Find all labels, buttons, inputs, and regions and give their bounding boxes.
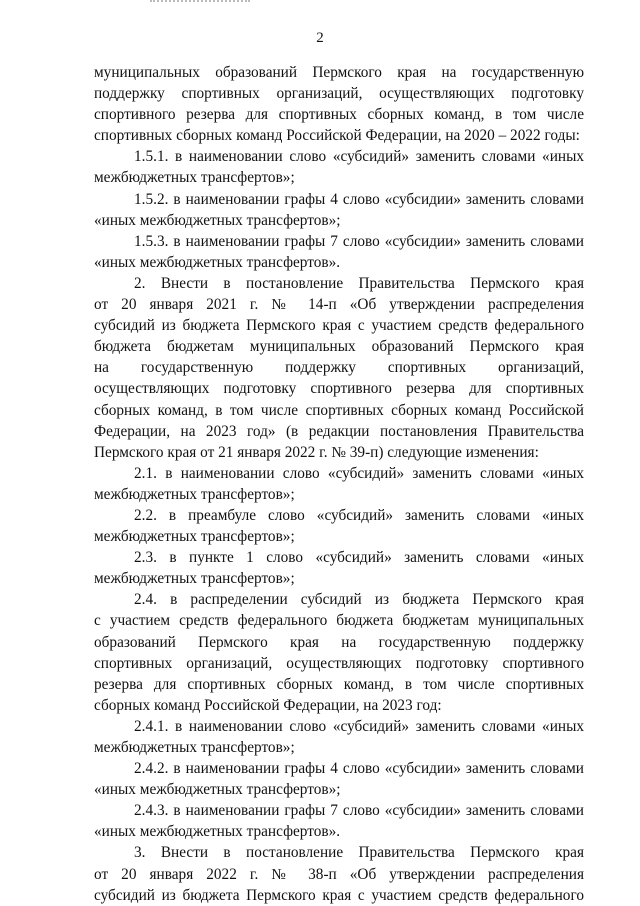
text-line: осуществляющих подготовку спортивного резерва для спортивных	[94, 380, 584, 398]
text-line: бюджета бюджетам муниципальных образований Пермского края	[94, 338, 584, 356]
text-line: 2. Внести в постановление Правительства Пермского края	[134, 274, 584, 292]
text-line: Федерации, на 2023 год» (в редакции постановления Правительства	[94, 422, 584, 440]
text-line: сборных команд Российской Федерации, на 2023 год:	[94, 696, 442, 714]
text-line: 3. Внести в постановление Правительства Пермского края	[134, 844, 584, 862]
text-line: 2.2. в преамбуле слово «субсидий» заменить словами «иных	[134, 506, 584, 524]
text-line: сборных команд, в том числе спортивных сборных команд Российской	[94, 401, 584, 419]
text-line: 2.4.3. в наименовании графы 7 слово «субсидии» заменить словами	[134, 802, 584, 820]
text-line: муниципальных образований Пермского края на государственную	[94, 64, 584, 81]
page-number: 2	[316, 30, 324, 46]
text-line: Пермского края от 21 января 2022 г. № 39-п) следующие изменения:	[94, 443, 539, 461]
text-line: образований Пермского края на государственную поддержку	[94, 633, 584, 651]
text-line: 1.5.3. в наименовании графы 7 слово «субсидии» заменить словами	[134, 232, 584, 250]
text-line: спортивных организаций, осуществляющих подготовку спортивного	[94, 654, 584, 672]
text-line: поддержку спортивных организаций, осуществляющих подготовку	[94, 85, 584, 103]
text-line: от 20 января 2021 г. № 14-п «Об утверждении распределения	[94, 296, 584, 314]
text-line: 2.4.2. в наименовании графы 4 слово «субсидии» заменить словами	[134, 760, 584, 778]
text-line: «иных межбюджетных трансфертов»;	[94, 211, 341, 229]
text-line: с участием средств федерального бюджета бюджетам муниципальных	[94, 612, 584, 630]
text-line: межбюджетных трансфертов»;	[94, 528, 295, 546]
text-line: спортивных сборных команд Российской Федерации, на 2020 – 2022 годы:	[94, 127, 580, 145]
text-line: «иных межбюджетных трансфертов».	[94, 253, 341, 271]
text-line: на государственную поддержку спортивных организаций,	[94, 359, 584, 377]
text-line: межбюджетных трансфертов»;	[94, 570, 295, 588]
text-line: 2.4.1. в наименовании слово «субсидий» заменить словами «иных	[134, 717, 584, 735]
text-line: межбюджетных трансфертов»;	[94, 485, 295, 503]
text-line: резерва для спортивных сборных команд, в том числе спортивных	[94, 675, 584, 693]
text-line: межбюджетных трансфертов»;	[94, 739, 295, 756]
text-line: 1.5.2. в наименовании графы 4 слово «субсидии» заменить словами	[134, 190, 584, 208]
text-line: 1.5.1. в наименовании слово «субсидий» заменить словами «иных	[134, 148, 584, 166]
text-line: субсидий из бюджета Пермского края с участием средств федерального	[94, 886, 584, 904]
text-line: 2.4. в распределении субсидий из бюджета Пермского края	[134, 591, 584, 609]
text-line: «иных межбюджетных трансфертов»;	[94, 781, 341, 799]
document-body	[94, 62, 584, 906]
text-line: спортивного резерва для спортивных сборных команд, в том числе	[94, 106, 584, 124]
text-line: субсидий из бюджета Пермского края с участием средств федерального	[94, 317, 584, 335]
scan-edge-mark	[150, 0, 250, 5]
text-line: 2.3. в пункте 1 слово «субсидий» заменить словами «иных	[134, 549, 584, 567]
text-line: «иных межбюджетных трансфертов».	[94, 823, 341, 841]
text-line: от 20 января 2022 г. № 38-п «Об утверждении распределения	[94, 865, 584, 883]
text-line: 2.1. в наименовании слово «субсидий» заменить словами «иных	[134, 464, 584, 482]
text-line: межбюджетных трансфертов»;	[94, 169, 295, 187]
